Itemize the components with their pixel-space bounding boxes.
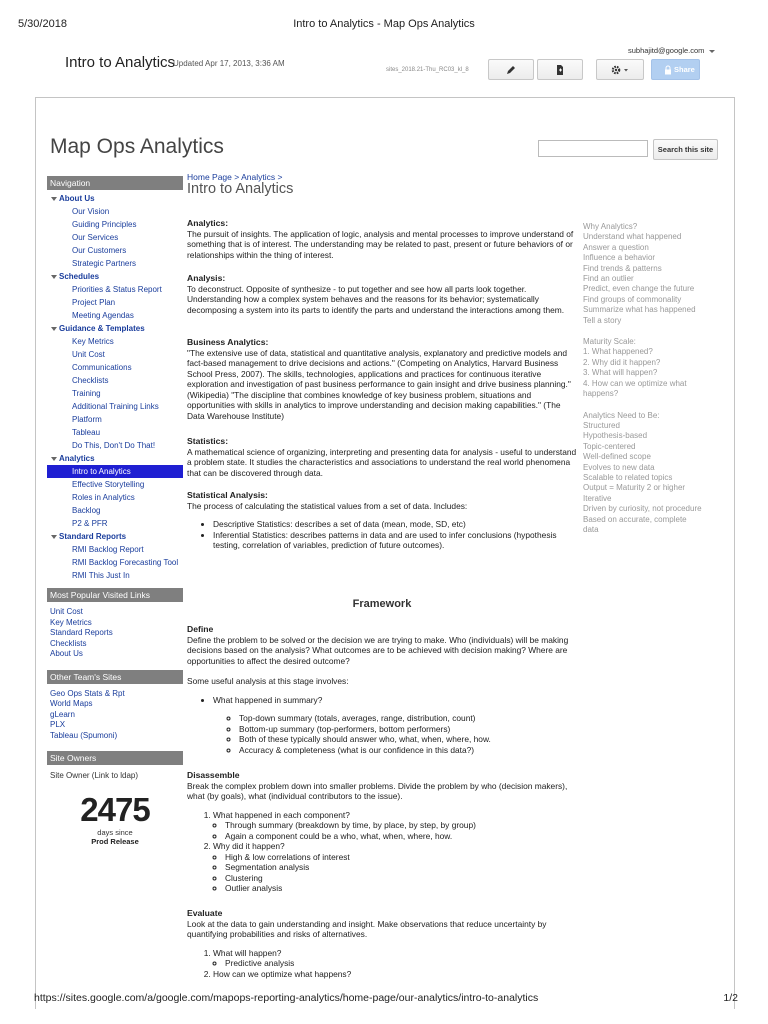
framework-title: Framework [352, 598, 412, 610]
popular-link[interactable]: Key Metrics [50, 617, 92, 627]
nav-item-rmi-backlog-report[interactable]: RMI Backlog Report [72, 545, 144, 554]
popular-links-header: Most Popular Visited Links [47, 588, 183, 602]
main-content [187, 172, 577, 979]
popular-link[interactable]: Standard Reports [50, 628, 113, 637]
expand-triangle-icon[interactable] [51, 327, 57, 331]
breadcrumb-home[interactable]: Home Page [187, 172, 232, 182]
need-to-be-title: Analytics Need to Be: [583, 410, 660, 420]
heading-statistics: Statistics: [187, 436, 229, 446]
evaluate-list [187, 948, 577, 980]
counter-value: 2475 [80, 791, 150, 828]
nav-item-priorities-status[interactable]: Priorities & Status Report [72, 285, 162, 294]
nav-item-our-customers[interactable]: Our Customers [72, 246, 127, 255]
updated-timestamp: Updated Apr 17, 2013, 3:36 AM [173, 59, 285, 68]
need-item: Evolves to new data [583, 462, 655, 472]
need-item: data [583, 524, 599, 534]
expand-triangle-icon[interactable] [51, 275, 57, 279]
section-disassemble [187, 770, 577, 894]
breadcrumb: Home Page > Analytics > [187, 172, 283, 182]
list-item: • Descriptive Statistics: describes a set of data (mean, mode, SD, etc) [213, 519, 577, 530]
site-frame [35, 97, 735, 1009]
lock-icon [664, 65, 672, 74]
why-item: Predict, even change the future [583, 284, 695, 294]
list-item: 1. What happened in each component? ◦ Through summary (breakdown by time, by place, by step, by group) ◦ Again a component could be a who, what, when, where, how. [213, 810, 577, 842]
maturity-scale-title: Maturity Scale: [583, 337, 636, 347]
why-item: Summarize what has happened [583, 305, 696, 315]
popular-link[interactable]: About Us [50, 649, 83, 658]
other-site-link[interactable]: Geo Ops Stats & Rpt [50, 688, 125, 698]
other-site-link[interactable]: Tableau (Spumoni) [50, 730, 118, 740]
nav-item-do-this-dont[interactable]: Do This, Don't Do That! [72, 441, 156, 450]
other-site-link[interactable]: World Maps [50, 699, 93, 708]
section-analytics [187, 218, 577, 260]
why-item: Find trends & patterns [583, 263, 662, 273]
nav-item-communications[interactable]: Communications [72, 363, 132, 372]
list-item: 2. Why did it happen? ◦ High & low correlations of interest ◦ Segmentation analysis ◦ Clustering ◦ Outlier analysis [213, 841, 577, 894]
popular-link[interactable]: Checklists [50, 638, 87, 648]
section-statistical-analysis [187, 490, 577, 551]
list-item: • Inferential Statistics: describes patterns in data and are used to infer conclusions (hypothesis testing, correlation of variables, prediction of future outcomes). [213, 530, 577, 551]
maturity-item: happens? [583, 389, 619, 399]
need-item: Driven by curiosity, not procedure [583, 504, 702, 514]
maturity-item: 3. What will happen? [583, 368, 658, 378]
new-page-icon [554, 64, 566, 76]
heading-analytics: Analytics: [187, 218, 229, 228]
nav-item-strategic-partners[interactable]: Strategic Partners [72, 259, 137, 268]
heading-business-analytics: Business Analytics: [187, 337, 269, 347]
list-item: ◦ Again a component could be a who, what, when, where, how. [225, 831, 577, 842]
why-item: Understand what happened [583, 232, 682, 242]
breadcrumb-analytics[interactable]: Analytics [241, 172, 276, 182]
other-sites-list [47, 684, 183, 752]
list-item: ◦ Bottom-up summary (top-performers, bottom performers) [239, 724, 577, 735]
section-analysis [187, 273, 577, 315]
nav-item-tableau[interactable]: Tableau [72, 428, 101, 437]
nav-item-intro-to-analytics[interactable]: Intro to Analytics [47, 465, 183, 478]
need-item: Well-defined scope [583, 452, 651, 462]
text-disassemble: Break the complex problem down into smaller problems. Divide the problem by who (decision makers), what (by goals), what (individual contributors to the issue). [187, 780, 568, 801]
stat-bullets [187, 519, 577, 551]
text-analytics: The pursuit of insights. The application of logic, analysis and mental processes to improve understand of something that is of interest. The understanding may be related to past, present or future behaviors of or relationships within the thing of interest. [187, 228, 574, 260]
need-item: Hypothesis-based [583, 431, 648, 441]
disassemble-list [187, 810, 577, 894]
need-item: Topic-centered [583, 441, 636, 451]
maturity-item: 1. What happened? [583, 347, 653, 357]
nav-item-checklists[interactable]: Checklists [72, 376, 109, 385]
nav-item-effective-storytelling[interactable]: Effective Storytelling [72, 480, 145, 489]
page-title-top: Intro to Analytics [65, 54, 176, 71]
section-define [187, 624, 577, 755]
right-column [583, 222, 718, 535]
list-item: ◦ Accuracy & completeness (what is our confidence in this data?) [239, 745, 577, 756]
section-statistics [187, 436, 577, 478]
user-email: subhajitd@google.com [628, 46, 705, 55]
nav-section-guidance-templates[interactable]: Guidance & Templates [47, 322, 183, 335]
nav-item-rmi-this-just-in[interactable]: RMI This Just In [72, 571, 130, 580]
need-item: Based on accurate, complete [583, 514, 687, 524]
build-label: sites_2018.21-Thu_RC03_kl_8 [386, 67, 469, 73]
list-item: ◦ Top-down summary (totals, averages, range, distribution, count) [239, 713, 577, 724]
counter-line1: days since [97, 828, 133, 837]
user-account[interactable] [628, 46, 715, 55]
site-owners-header: Site Owners [47, 751, 183, 765]
expand-triangle-icon[interactable] [51, 457, 57, 461]
nav-item-unit-cost[interactable]: Unit Cost [72, 350, 105, 359]
why-item: Answer a question [583, 242, 649, 252]
print-page-number: 1/2 [723, 992, 738, 1004]
search-button[interactable]: Search this site [653, 139, 718, 160]
list-item: ◦ High & low correlations of interest [225, 852, 577, 863]
need-item: Output = Maturity 2 or higher [583, 483, 686, 493]
new-page-button[interactable] [537, 59, 583, 80]
need-item: Iterative [583, 493, 612, 503]
list-item: ◦ Predictive analysis [225, 958, 577, 969]
print-date: 5/30/2018 [18, 18, 67, 30]
page-title: Intro to Analytics [187, 180, 294, 197]
chevron-down-icon [709, 50, 715, 53]
list-item: ◦ Outlier analysis [225, 883, 577, 894]
define-sub-bullets [187, 713, 577, 755]
nav-section-analytics[interactable]: Analytics [47, 452, 183, 465]
other-site-link[interactable]: gLearn [50, 709, 75, 719]
nav-item-training[interactable]: Training [72, 389, 101, 398]
heading-statistical-analysis: Statistical Analysis: [187, 490, 268, 500]
nav-item-our-services[interactable]: Our Services [72, 233, 119, 242]
nav-item-p2-pfr[interactable]: P2 & PFR [72, 519, 108, 528]
list-item: ◦ Clustering [225, 873, 577, 884]
share-label: Share [674, 65, 695, 74]
maturity-item: 4. How can we optimize what [583, 378, 687, 388]
counter-line2: Prod Release [91, 837, 139, 846]
nav-item-backlog[interactable]: Backlog [72, 506, 101, 515]
nav-section-standard-reports[interactable]: Standard Reports [47, 530, 183, 543]
nav-section-about-us[interactable]: About Us [47, 192, 183, 205]
nav-item-meeting-agendas[interactable]: Meeting Agendas [72, 311, 134, 320]
list-item: ◦ Segmentation analysis [225, 862, 577, 873]
nav-item-project-plan[interactable]: Project Plan [72, 298, 116, 307]
nav-item-platform[interactable]: Platform [72, 415, 102, 424]
why-analytics-title: Why Analytics? [583, 222, 638, 231]
section-business-analytics [187, 337, 577, 421]
navigation-list [47, 190, 183, 588]
popular-links-list [47, 602, 183, 670]
text-analysis: To deconstruct. Opposite of synthesize - to put together and see how all parts look together. Understanding how a complex system behaves and the reasons for its behavior; systematically decomposing a system into its parts to identify the parts and understand the interactions among them. [187, 283, 565, 315]
define-bullets [187, 695, 577, 706]
other-sites-header: Other Team's Sites [47, 670, 183, 684]
text-business-analytics: "The extensive use of data, statistical and quantitative analysis, explanatory and predictive models and fact-based management to drive decisions and actions." (Competing on Analytics, Harvard Business School Press, 2007). The skills, technologies, applications and practices for continuous iterative exploration and investigation of past business performance to gain insight and drive business planning." (Wikipedia) "The discipline that combines knowledge of key business problem, situations and opportunities with skills in analytics to improve understanding and decision making capabilities." (The Data Warehouse Institute) [187, 347, 571, 421]
nav-item-guiding-principles[interactable]: Guiding Principles [72, 220, 137, 229]
sidebar [47, 176, 183, 846]
need-item: Structured [583, 420, 620, 430]
heading-define: Define [187, 624, 214, 634]
nav-item-rmi-backlog-forecasting[interactable]: RMI Backlog Forecasting Tool [72, 558, 179, 567]
need-item: Scalable to related topics [583, 472, 673, 482]
popular-link[interactable]: Unit Cost [50, 607, 83, 616]
search-input[interactable] [538, 140, 648, 157]
heading-evaluate: Evaluate [187, 908, 223, 918]
site-name[interactable]: Map Ops Analytics [50, 135, 224, 158]
maturity-item: 2. Why did it happen? [583, 357, 661, 367]
print-url: https://sites.google.com/a/google.com/mapops-reporting-analytics/home-page/our-analytics/intro-to-analytics [34, 992, 539, 1004]
list-item: • What happened in summary? [213, 695, 577, 706]
nav-item-additional-training[interactable]: Additional Training Links [72, 402, 159, 411]
sites-toolbar [0, 40, 768, 86]
list-item: 2. How can we optimize what happens? [213, 969, 577, 980]
section-evaluate [187, 908, 577, 979]
print-title: Intro to Analytics - Map Ops Analytics [293, 18, 475, 30]
site-owner-text: Site Owner (Link to ldap) [50, 771, 139, 780]
share-button[interactable] [651, 59, 700, 80]
nav-item-key-metrics[interactable]: Key Metrics [72, 337, 114, 346]
days-counter [47, 792, 183, 846]
nav-item-our-vision[interactable]: Our Vision [72, 207, 110, 216]
nav-section-schedules[interactable]: Schedules [47, 270, 183, 283]
gear-icon [609, 64, 631, 76]
why-item: Find groups of commonality [583, 294, 682, 304]
why-item: Find an outlier [583, 274, 634, 284]
nav-item-roles-in-analytics[interactable]: Roles in Analytics [72, 493, 135, 502]
text-evaluate: Look at the data to gain understanding and insight. Make observations that reduce uncertainty by quantifying probabilities and risks of alternatives. [187, 918, 547, 939]
other-site-link[interactable]: PLX [50, 720, 66, 729]
text-useful-analysis: Some useful analysis at this stage involves: [187, 676, 349, 686]
heading-analysis: Analysis: [187, 273, 226, 283]
list-item: 1. What will happen? ◦ Predictive analysis [213, 948, 577, 969]
navigation-header: Navigation [47, 176, 183, 190]
text-statistical-analysis: The process of calculating the statistical values from a set of data. Includes: [187, 500, 468, 511]
edit-page-button[interactable] [488, 59, 534, 80]
text-statistics: A mathematical science of organizing, interpreting and presenting data for analysis - useful to understand a problem state. It studies the characteristics and associations to understand the real world phenomena that can be discovered through data. [187, 446, 577, 478]
expand-triangle-icon[interactable] [51, 535, 57, 539]
list-item: ◦ Both of these typically should answer who, what, when, where, how. [239, 734, 577, 745]
heading-disassemble: Disassemble [187, 770, 240, 780]
print-footer [34, 992, 738, 1004]
expand-triangle-icon[interactable] [51, 197, 57, 201]
why-item: Tell a story [583, 315, 622, 325]
list-item: ◦ Through summary (breakdown by time, by place, by step, by group) [225, 820, 577, 831]
pencil-icon [505, 64, 517, 76]
text-define: Define the problem to be solved or the decision we are trying to make. Who (individuals) will be making decisions based on the analysis? What outcomes are to be achieved with decision making? Where are opportunities to affect the desired outcome? [187, 634, 569, 666]
settings-button[interactable] [596, 59, 644, 80]
why-item: Influence a behavior [583, 253, 656, 263]
